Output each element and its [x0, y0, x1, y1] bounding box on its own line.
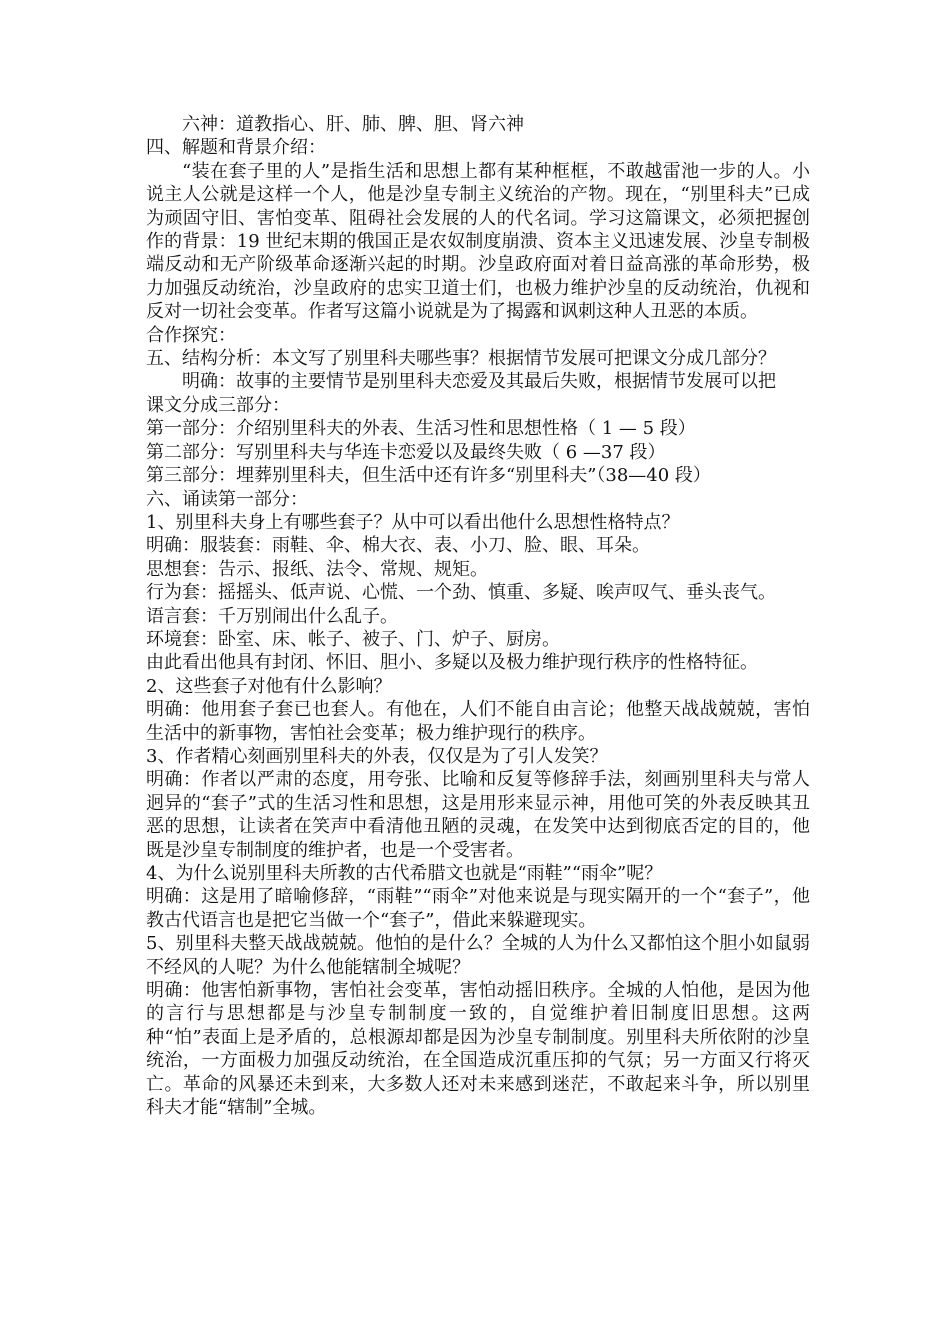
note-six-spirits: 六神：道教指心、肝、肺、脾、胆、肾六神: [182, 114, 524, 135]
answer-environment-sets: 环境套：卧室、床、帐子、被子、门、炉子、厨房。: [146, 628, 560, 650]
question-one: 1、别里科夫身上有哪些套子？从中可以看出他什么思想性格特点？: [146, 511, 680, 533]
question-five: 5、别里科夫整天战战兢兢。他怕的是什么？全城的人为什么又都怕这个胆小如鼠弱不经风的人呢？为什么他能辖制全城呢？: [146, 933, 810, 978]
part-one: 第一部分：介绍别里科夫的外表、生活习性和思想性格（ 1 — 5 段）: [146, 418, 696, 440]
answer-thought-sets: 思想套：告示、报纸、法令、常规、规矩。: [146, 558, 488, 580]
question-two: 2、这些套子对他有什么影响？: [146, 675, 392, 697]
answer-three: 明确：作者以严肃的态度，用夸张、比喻和反复等修辞手法，刻画别里科夫与常人迥异的“套子”式的生活习性和思想，这是用形来显示神，用他可笑的外表反映其丑恶的思想，让读者在笑声中看清他丑陋的灵魂，在发笑中达到彻底否定的目的，他既是沙皇专制制度的维护者，也是一个受害者。: [146, 769, 810, 861]
structure-answer-line2: 课文分成三部分：: [146, 394, 290, 416]
background-paragraph: “装在套子里的人”是指生活和思想上都有某种框框，不敢越雷池一步的人。小说主人公就是这样一个人，他是沙皇专制主义统治的产物。现在，“别里科夫”已成为顽固守旧、害怕变革、阻碍社会发展的人的代名词。学习这篇课文，必须把握创作的背景：19 世纪末期的俄国正是农奴制度崩溃、资本主义迅速发展、沙皇专制极端反动和无产阶级革命逐渐兴起的时期。沙皇政府面对着日益高涨的革命形势，极力加强反动统治，沙皇政府的忠实卫道士们，也极力维护沙皇的反动统治，仇视和反对一切社会变革。作者写这篇小说就是为了揭露和讽刺这种人丑恶的本质。: [146, 160, 810, 323]
heading-cooperative-inquiry: 合作探究：: [146, 324, 236, 346]
section-heading-five: 五、结构分析：本文写了别里科夫哪些事？根据情节发展可把课文分成几部分？: [146, 348, 776, 370]
answer-summary: 由此看出他具有封闭、怀旧、胆小、多疑以及极力维护现行秩序的性格特征。: [146, 652, 758, 674]
answer-five: 明确：他害怕新事物，害怕社会变革，害怕动摇旧秩序。全城的人怕他，是因为他的言行与思想都是与沙皇专制制度一致的，自觉维护着旧制度旧思想。这两种“怕”表面上是矛盾的，总根源却都是因为沙皇专制制度。别里科夫所依附的沙皇统治，一方面极力加强反动统治，在全国造成沉重压抑的气氛；另一方面又行将灭亡。革命的风暴还未到来，大多数人还对未来感到迷茫，不敢起来斗争，所以别里科夫才能“辖制”全城。: [146, 980, 810, 1119]
part-three: 第三部分：埋葬别里科夫，但生活中还有许多“别里科夫”（38—40 段）: [146, 465, 711, 487]
answer-two: 明确：他用套子套已也套人。有他在，人们不能自由言论；他整天战战兢兢，害怕生活中的新事物，害怕社会变革；极力维护现行的秩序。: [146, 699, 810, 744]
section-heading-six: 六、诵读第一部分：: [146, 488, 308, 510]
document-body: [146, 113, 810, 1119]
part-two: 第二部分：写别里科夫与华连卡恋爱以及最终失败（ 6 —37 段）: [146, 441, 666, 463]
answer-clothing-sets: 明确：服装套：雨鞋、伞、棉大衣、表、小刀、脸、眼、耳朵。: [146, 535, 650, 557]
answer-behavior-sets: 行为套：摇摇头、低声说、心慌、一个劲、慎重、多疑、唉声叹气、垂头丧气。: [146, 582, 776, 604]
answer-four: 明确：这是用了暗喻修辞，“雨鞋”“雨伞”对他来说是与现实隔开的一个“套子”，他教古代语言也是把它当做一个“套子”，借此来躲避现实。: [146, 886, 810, 931]
structure-answer-line1: 明确：故事的主要情节是别里科夫恋爱及其最后失败，根据情节发展可以把: [182, 371, 776, 393]
question-four: 4、为什么说别里科夫所教的古代希腊文也就是“雨鞋”“雨伞”呢？: [146, 863, 663, 884]
answer-language-sets: 语言套：千万别闹出什么乱子。: [146, 605, 398, 627]
section-heading-four: 四、解题和背景介绍：: [146, 137, 326, 159]
question-three: 3、作者精心刻画别里科夫的外表，仅仅是为了引人发笑？: [146, 745, 608, 767]
